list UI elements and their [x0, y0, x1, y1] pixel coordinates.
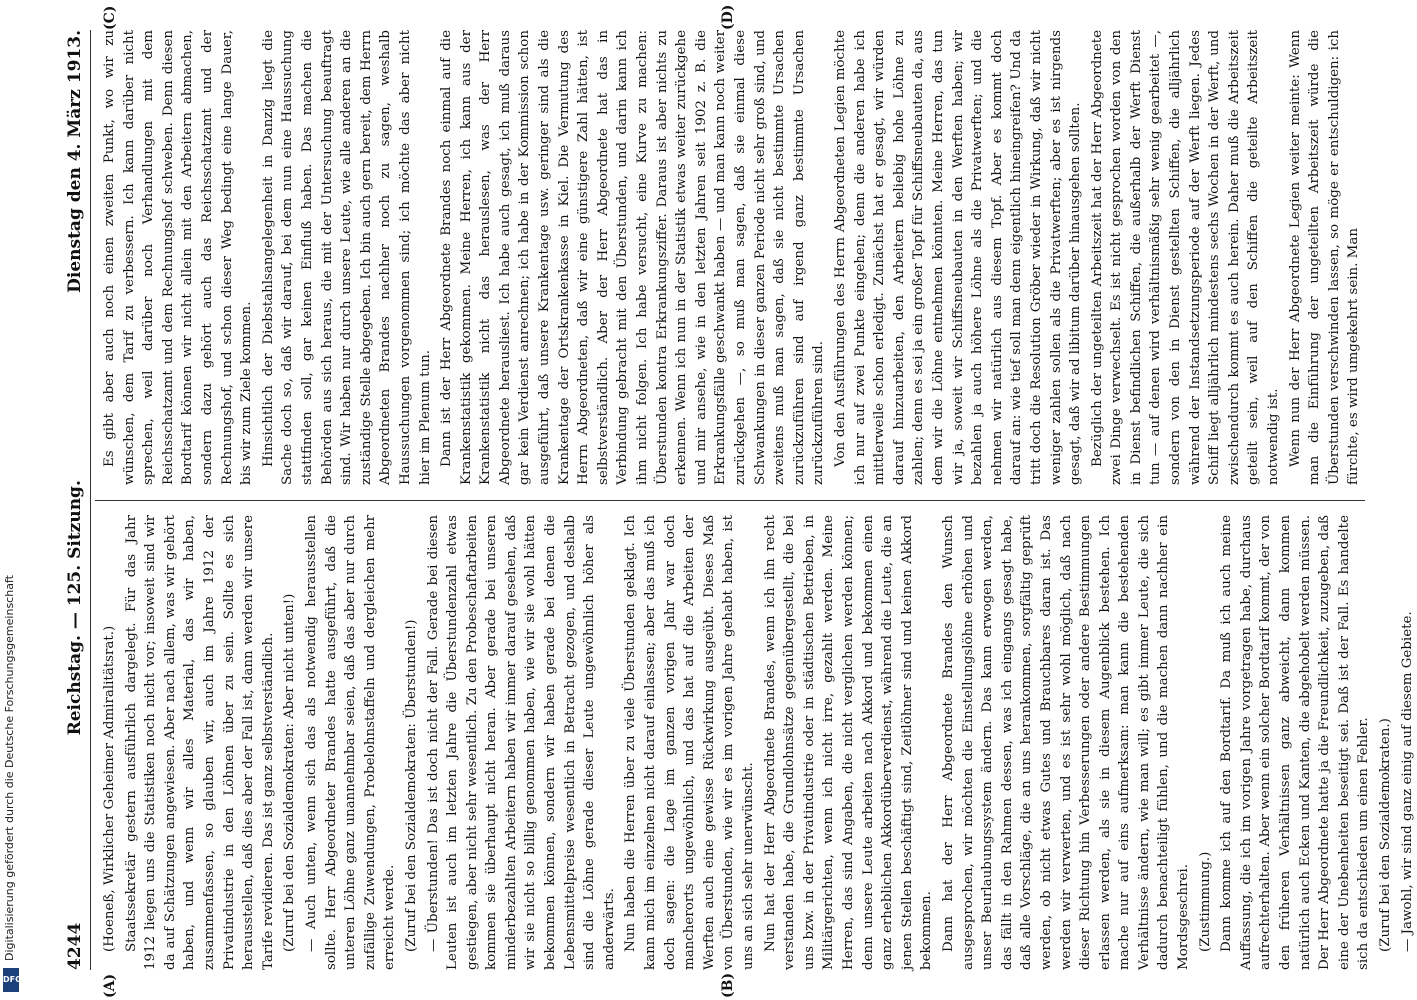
- paragraph: Dann hat der Herr Abgeordnete Brandes den Wunsch ausgesprochen, wir möchten die Einstellungslöhne erhöhen und unser Beurlaubungssystem ändern. Das kann erwogen werden, das fällt in den Rahmen dessen, was ich eingangs gesagt habe, daß alle Vorschläge, die an uns herankommen, sorgfältig geprüft werden, ob nicht etwas Gutes und Brauchbares daran ist. Das werden wir verwerten, und es ist sehr wohl möglich, daß nach dieser Richtung hin Verbesserungen oder andere Bestimmungen erlassen werden, als sie in diesem Augenblick bestehen. Ich mache nur auf eins aufmerksam: man kann die bestehenden Verhältnisse ändern, wie man will; es gibt immer Leute, die sich dadurch benachteiligt fühlen, und die machen dann nachher ein Mordsgeschrei.: [940, 515, 1192, 970]
- dfg-logo-icon: DFG: [3, 968, 19, 992]
- margin-mark-d: (D): [720, 4, 736, 30]
- paragraph: (Zuruf bei den Sozialdemokraten: Aber nicht unten!): [282, 593, 298, 952]
- margin-mark-b: (B): [720, 972, 736, 998]
- paragraph: Wenn nun der Herr Abgeordnete Legien weiter meinte: Wenn man die Einführung der ungeteilten Arbeitszeit würde die Überstunden verschwinden lassen, so möge er entschuldigen: ich fürchte, es wird umgekehrt sein. Man: [1287, 30, 1362, 485]
- paragraph: (Hoeneß, Wirklicher Geheimer Admiralitätsrat.): [102, 625, 117, 952]
- paragraph: — Auch unten, wenn sich das als notwendig herausstellen sollte. Herr Abgeordneter Brandes hatte ausgeführt, daß die unteren Löhne ganz unannehmbar seien, daß das aber nur durch zufällige Zuwendungen, Probelohnstaffeln und dergleichen mehr erreicht werde.: [303, 515, 398, 970]
- column-divider: [95, 500, 1365, 501]
- paragraph: (Zuruf bei den Sozialdemokraten.): [1378, 718, 1393, 952]
- header-center: Reichstag. — 125. Sitzung.: [65, 480, 85, 736]
- paragraph: Staatssekretär gestern ausführlich dargelegt. Für das Jahr 1912 liegen uns die Statistiken noch nicht vor; insoweit sind wir da auf Schätzungen angewiesen. Aber nach allem, was wir gehört haben, und wenn wir alles Material, das wir haben, zusammenfassen, so glauben wir, auch im Jahre 1912 der Privatindustrie in den Löhnen über zu sein. Sollte es sich herausstellen, daß dies aber der Fall ist, dann werden wir unsere Tarife revidieren. Das ist ganz selbstverständlich.: [123, 515, 276, 970]
- paragraph: (Zuruf bei den Sozialdemokraten: Überstunden!): [403, 619, 419, 952]
- margin-mark-a: (A): [102, 973, 118, 998]
- margin-mark-c: (C): [102, 5, 118, 30]
- paragraph: Nun hat der Herr Abgeordnete Brandes, wenn ich ihn recht verstanden habe, die Grundlohnsätze gegenübergestellt, die bei uns bzw. in der Privatindustrie oder in städtischen Betrieben, in Militärgerichten, wenn ich nicht irre, gezahlt werden. Meine Herren, das sind Angaben, die nicht verglichen werden können; denn unsere Leute arbeiten nach Akkord und bekommen einen ganz erheblichen Akkordüberverdienst, während die Leute, die an jenen Stellen beschäftigt sind, Zeitlöhner sind und keinen Akkord bekommen.: [762, 515, 935, 970]
- paragraph: Es gibt aber auch noch einen zweiten Punkt, wo wir zu wünschen, dem Tarif zu verbessern. Ich kann darüber nicht sprechen, weil darüber noch Verhandlungen mit dem Reichsschatzamt und dem Rechnungshof schweben. Denn diesen Bordtarif können wir nicht allein mit den Arbeitern abmachen, sondern dazu gehört auch das Reichsschatzamt und der Rechnungshof, und schon dieser Weg bedingt eine lange Dauer, bis wir zum Ziele kommen.: [102, 30, 255, 485]
- header-date: Dienstag den 4. März 1913.: [65, 30, 85, 293]
- paragraph: Bezüglich der ungeteilten Arbeitszeit hat der Herr Abgeordnete zwei Dinge verwechselt. Es ist nicht gesprochen worden von den in Dienst befindlichen Schiffen, die außerhalb der Werft Dienst tun — auf denen wird verhältnismäßig sehr wenig gearbeitet —, sondern von den in Dienst gestellten Schiffen, die alljährlich während der Instandsetzungsperiode auf der Werft liegen. Jedes Schiff liegt alljährlich mindestens sechs Wochen in der Werft, und zwischendurch kommt es auch herein. Daher muß die Arbeitszeit geteilt sein, weil auf den Schiffen die geteilte Arbeitszeit notwendig ist.: [1089, 30, 1282, 485]
- paragraph: Nun haben die Herren über zu viele Überstunden geklagt. Ich kann mich im einzelnen nicht darauf einlassen; aber das muß ich doch sagen: die Lage im ganzen vorigen Jahr war doch mancherorts ungewöhnlich, und das hat auf die Arbeiten der Werften auch eine gewisse Rückwirkung ausgeübt. Dieses Maß von Überstunden, wie wir es im vorigen Jahre gehabt haben, ist uns an sich sehr unerwünscht.: [623, 515, 756, 970]
- paragraph: — Jawohl, wir sind ganz einig auf diesem Gebiete.: [1399, 611, 1415, 952]
- digitization-credit: Digitalisierung gefördert durch die Deutsche Forschungsgemeinschaft: [3, 575, 16, 961]
- paragraph: Dann komme ich auf den Bordtarif. Da muß ich auch meine Auffassung, die ich im vorigen Jahre vorgetragen habe, durchaus aufrechterhalten. Aber wenn ein solcher Bordtarif kommt, der von den früheren Verhältnissen ganz abweicht, dann kommen natürlich auch Ecken und Kanten, die abgehobelt werden müssen. Der Herr Abgeordnete hatte ja die Freundlichkeit, zuzugeben, daß eine der Unebenheiten beseitigt sei. Daß ist der Fall. Es handelte sich da entschieden um einen Fehler.: [1219, 515, 1372, 970]
- page-number: 4244: [65, 922, 85, 970]
- paragraph: Hinsichtlich der Diebstahlsangelegenheit in Danzig liegt die Sache doch so, daß wir darauf, bei dem nun eine Haussuchung stattfinden soll, gar keinen Einfluß haben. Das machen die Behörden aus sich heraus, die mit der Untersuchung beauftragt sind. Wir haben nur durch unsere Leute, wie alle anderen an die zuständige Stelle abgegeben. Ich bin auch gern bereit, dem Herrn Abgeordneten Brandes nachher noch zu sagen, weshalb Haussuchungen vorgenommen sind; ich möchte das aber nicht hier im Plenum tun.: [260, 30, 433, 485]
- paragraph: Dann ist der Herr Abgeordnete Brandes noch einmal auf die Krankenstatistik gekommen. Meine Herren, ich kann aus der Krankenstatistik nicht das herauslesen, was der Herr Abgeordnete herausliest. Ich habe auch gesagt, ich muß daraus gar kein Verdienst anrechnen; ich habe in der Kommission schon ausgeführt, daß unsere Krankentage usw. geringer sind als die Krankentage der Ortskrankenkasse in Kiel. Die Vermutung des Herrn Abgeordneten, daß wir eine günstigere Zahl hätten, ist selbstverständlich. Aber der Herr Abgeordnete hat das in Verbindung gebracht mit den Überstunden, und darin kann ich ihm nicht folgen. Ich habe versucht, eine Kurve zu machen: Überstunden kontra Erkrankungsziffer. Daraus ist aber nichts zu erkennen. Wenn ich nun in der Statistik etwas weiter zurückgehe und mir ansehe, wie in den letzten Jahren seit 1902 z. B. die Erkrankungsfälle geschwankt haben — und man kann noch weiter zurückgehen —, so muß man sagen, daß sie einmal diese Schwankungen in dieser ganzen Periode nicht sehr groß sind, und zweitens muß man sagen, daß sie nicht bestimmte Ursachen zurückzuführen sind auf irgend ganz bestimmte Ursachen zurückzuführen sind.: [439, 30, 827, 485]
- scanned-page: [40, 0, 1415, 1000]
- left-text-column: [100, 515, 1415, 970]
- paragraph: — Überstunden! Das ist doch nicht der Fall. Gerade bei diesen Leuten ist auch im letzten Jahre die Überstundenzahl etwas gestiegen, aber nicht sehr wesentlich. Zu den Probeschaftarbeiten kommen sie überhaupt nicht heran. Aber gerade bei unseren minderbezahlten Arbeitern haben wir immer darauf gesehen, daß wir sie nicht so billig genommen haben, wie wir sie wohl hätten bekommen können, sondern wir haben gerade bei denen die Lebensmittelpreise wesentlich in Betracht gezogen, und deshalb sind die Löhne gerade dieser Leute ungewöhnlich höher als anderwärts.: [425, 515, 617, 970]
- paragraph: (Zustimmung.): [1197, 851, 1213, 952]
- right-text-column: [100, 30, 1365, 485]
- digitization-credit-strip: [0, 0, 22, 1000]
- page-header: [60, 30, 91, 970]
- paragraph: Von den Ausführungen des Herrn Abgeordneten Legien möchte ich nur auf zwei Punkte eingehen; denn die anderen habe ich mittlerweile schon erledigt. Zunächst hat er gesagt, wir würden darauf hinzuarbeiten, den Arbeitern beliebig hohe Löhne zu zahlen; denn es sei ja ein großer Topf für Schiffsneubauten da, aus dem wir die Löhne entnehmen könnten. Meine Herren, das tun wir ja, soweit wir Schiffsneubauten in den Werften haben; wir bezahlen ja auch höhere Löhne als die Privatwerften; und die nehmen wir natürlich aus diesem Topf. Aber es kommt doch darauf an: wie tief soll man denn eigentlich hineingreifen? Und da tritt doch die Resolution Gröber wieder in Wirkung, daß wir nicht weniger zahlen sollen als die Privatwerften; aber es ist nirgends gesagt, daß wir ad libitum darüber hinausgehen sollten.: [832, 30, 1084, 485]
